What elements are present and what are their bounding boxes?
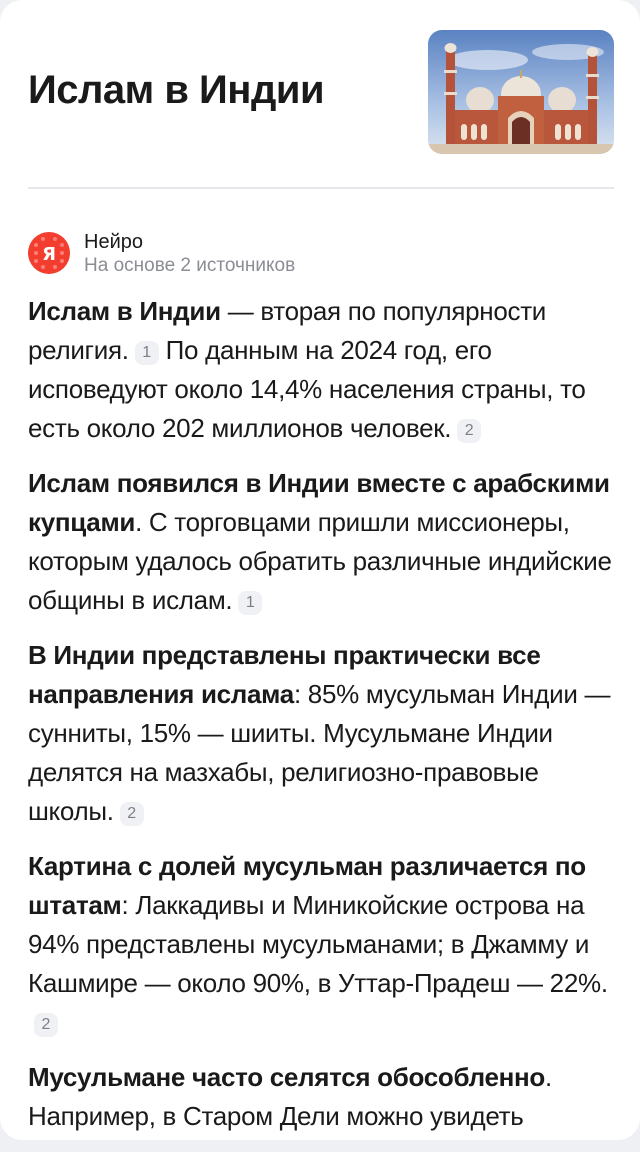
paragraph-text: : 85% мусульман Индии — сунниты, 15% — шииты. Мусульмане Индии делятся на мазхабы, религиозно-правовые школы. — [28, 679, 611, 826]
source-ref-badge[interactable]: 1 — [135, 341, 159, 365]
source-ref-badge[interactable]: 1 — [238, 591, 262, 615]
paragraph-text: . Например, в Старом Дели можно увидеть — [28, 1062, 552, 1131]
answer-paragraph — [28, 464, 618, 620]
paragraph-heading: Ислам в Индии — [28, 296, 221, 326]
source-ref-badge[interactable]: 2 — [120, 802, 144, 826]
answer-body — [28, 292, 618, 1152]
paragraph-text: . С торговцами пришли миссионеры, которым удалось обратить различные индийские общины в ислам. — [28, 507, 612, 615]
paragraph-heading: Мусульмане часто селятся обособленно — [28, 1062, 546, 1092]
header-divider — [28, 187, 614, 189]
paragraph-text: По данным на 2024 год, его исповедуют около 14,4% населения страны, то есть около 202 миллионов человек. — [28, 335, 586, 443]
paragraph-text: : Лаккадивы и Миникойские острова на 94% представлены мусульманами; в Джамму и Кашмире — около 90%, в Уттар-Прадеш — 22%. — [28, 890, 608, 998]
mosque-image[interactable] — [428, 30, 614, 154]
source-ref-badge[interactable]: 2 — [457, 419, 481, 443]
answer-paragraph — [28, 636, 618, 831]
paragraph-text: — вторая по популярности религия. — [28, 296, 547, 365]
page-title: Ислам в Индии — [28, 68, 325, 112]
paragraph-heading: В Индии представлены практически все направления ислама — [28, 640, 541, 709]
answer-paragraph — [28, 1058, 618, 1136]
source-count[interactable]: На основе 2 источников — [84, 255, 296, 276]
neuro-logo-icon — [28, 232, 70, 274]
paragraph-heading: Картина с долей мусульман различается по штатам — [28, 851, 586, 920]
answer-paragraph — [28, 292, 618, 448]
mosque-illustration — [428, 30, 614, 154]
source-ref-badge[interactable]: 2 — [34, 1013, 58, 1037]
answer-paragraph — [28, 847, 618, 1042]
source-name: Нейро — [84, 231, 143, 253]
svg-text:Я: Я — [42, 244, 56, 265]
paragraph-heading: Ислам появился в Индии вместе с арабскими купцами — [28, 468, 610, 537]
